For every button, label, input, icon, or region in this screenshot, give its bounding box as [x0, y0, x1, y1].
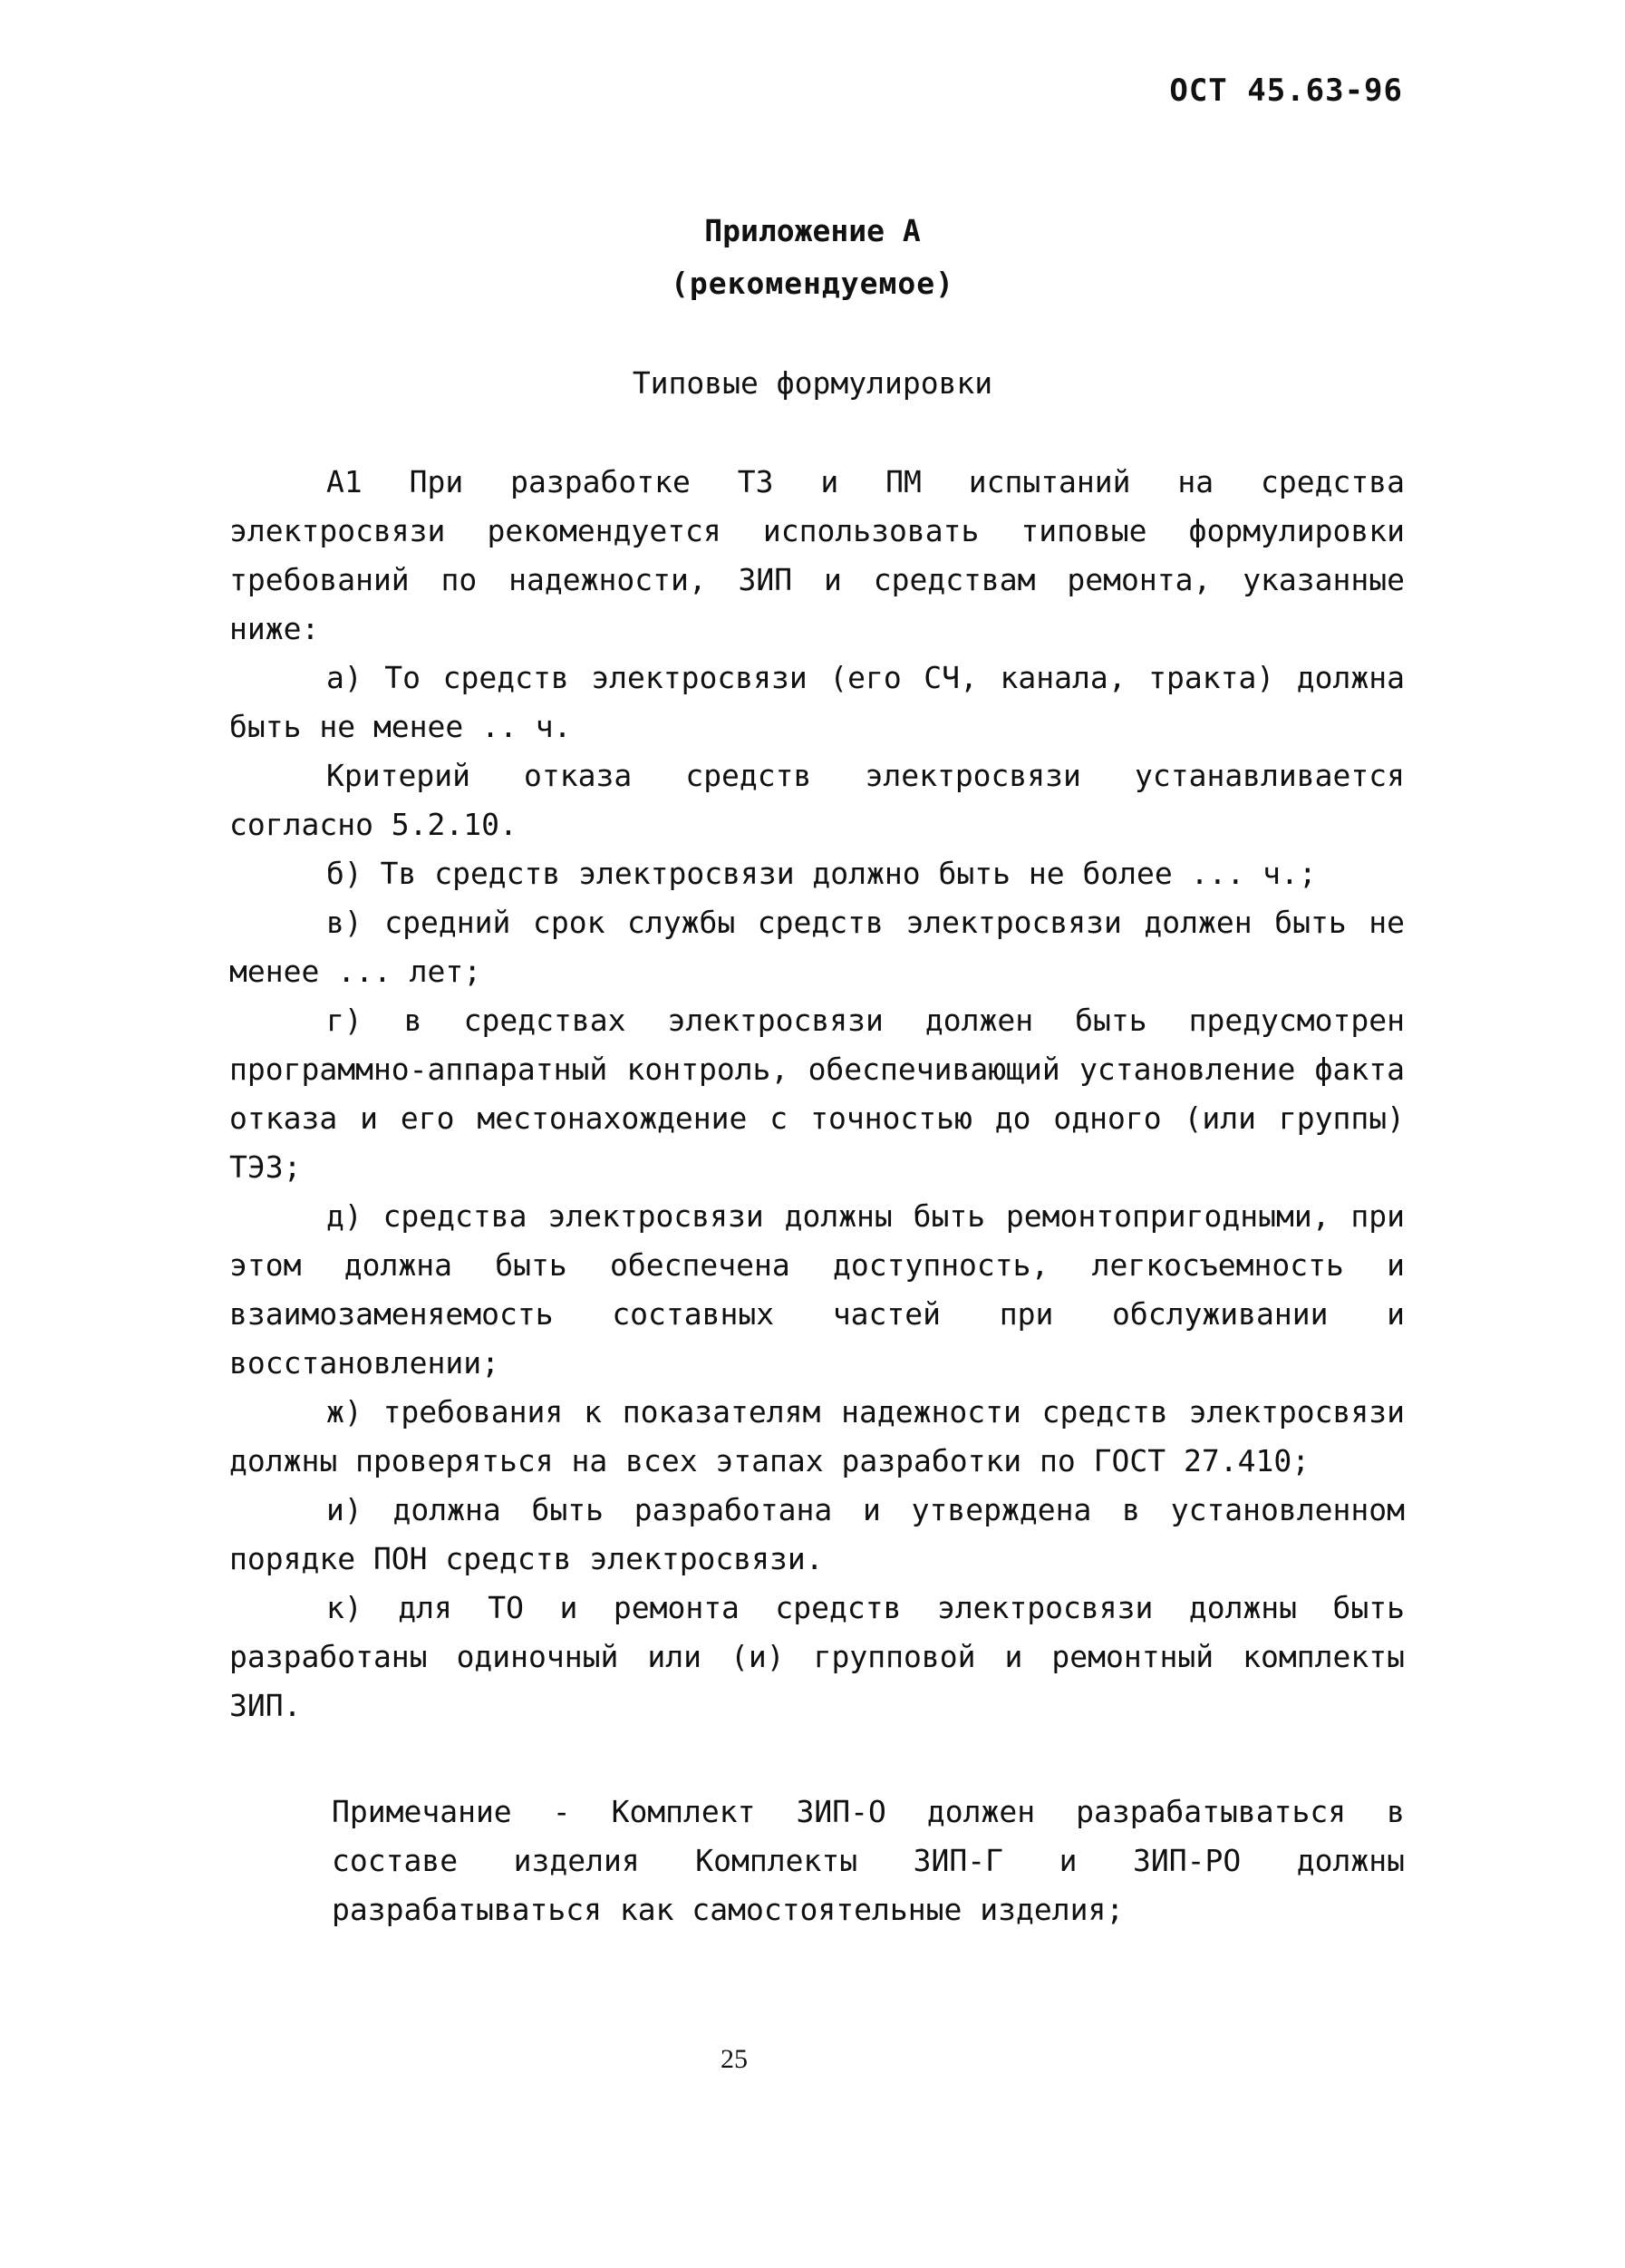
document-code: ОСТ 45.63-96 — [1169, 73, 1403, 109]
paragraph-g: г) в средствах электросвязи должен быть предусмотрен программно-аппаратный контроль, обеспечивающий установление факта отказа и его местонахождение с точностью до одного (или группы) ТЭЗ; — [229, 1003, 1405, 1185]
paragraph-k: к) для ТО и ремонта средств электросвязи должны быть разработаны одиночный или (и) групповой и ремонтный комплекты ЗИП. — [229, 1590, 1405, 1723]
appendix-subtitle: (рекомендуемое) — [670, 266, 954, 301]
paragraph-b: б) Тв средств электросвязи должно быть не более ... ч.; — [326, 856, 1317, 891]
paragraph-v: в) средний срок службы средств электросвязи должен быть не менее ... лет; — [229, 905, 1405, 989]
paragraph-i: и) должна быть разработана и утверждена в установленном порядке ПОН средств электросвязи. — [229, 1492, 1405, 1576]
appendix-title: Приложение А — [704, 213, 921, 248]
body-text — [229, 458, 1405, 1730]
paragraph-a1: А1 При разработке ТЗ и ПМ испытаний на средства электросвязи рекомендуется использовать типовые формулировки требований по надежности, ЗИП и средствам ремонта, указанные ниже: — [229, 464, 1405, 646]
paragraph-a: а) То средств электросвязи (его СЧ, канала, тракта) должна быть не менее .. ч. — [229, 660, 1405, 744]
paragraph-zh: ж) требования к показателям надежности средств электросвязи должны проверяться на всех этапах разработки по ГОСТ 27.410; — [229, 1394, 1405, 1478]
section-title: Типовые формулировки — [632, 365, 993, 401]
paragraph-d: д) средства электросвязи должны быть ремонтопригодными, при этом должна быть обеспечена доступность, легкосъемность и взаимозаменяемость составных частей при обслуживании и восстановлении; — [229, 1198, 1405, 1381]
note-paragraph: Примечание - Комплект ЗИП-О должен разрабатываться в составе изделия Комплекты ЗИП-Г и ЗИП-РО должны разрабатываться как самостоятельные изделия; — [332, 1794, 1405, 1927]
paragraph-criterion: Критерий отказа средств электросвязи устанавливается согласно 5.2.10. — [229, 758, 1405, 842]
page-number: 25 — [721, 2044, 748, 2074]
